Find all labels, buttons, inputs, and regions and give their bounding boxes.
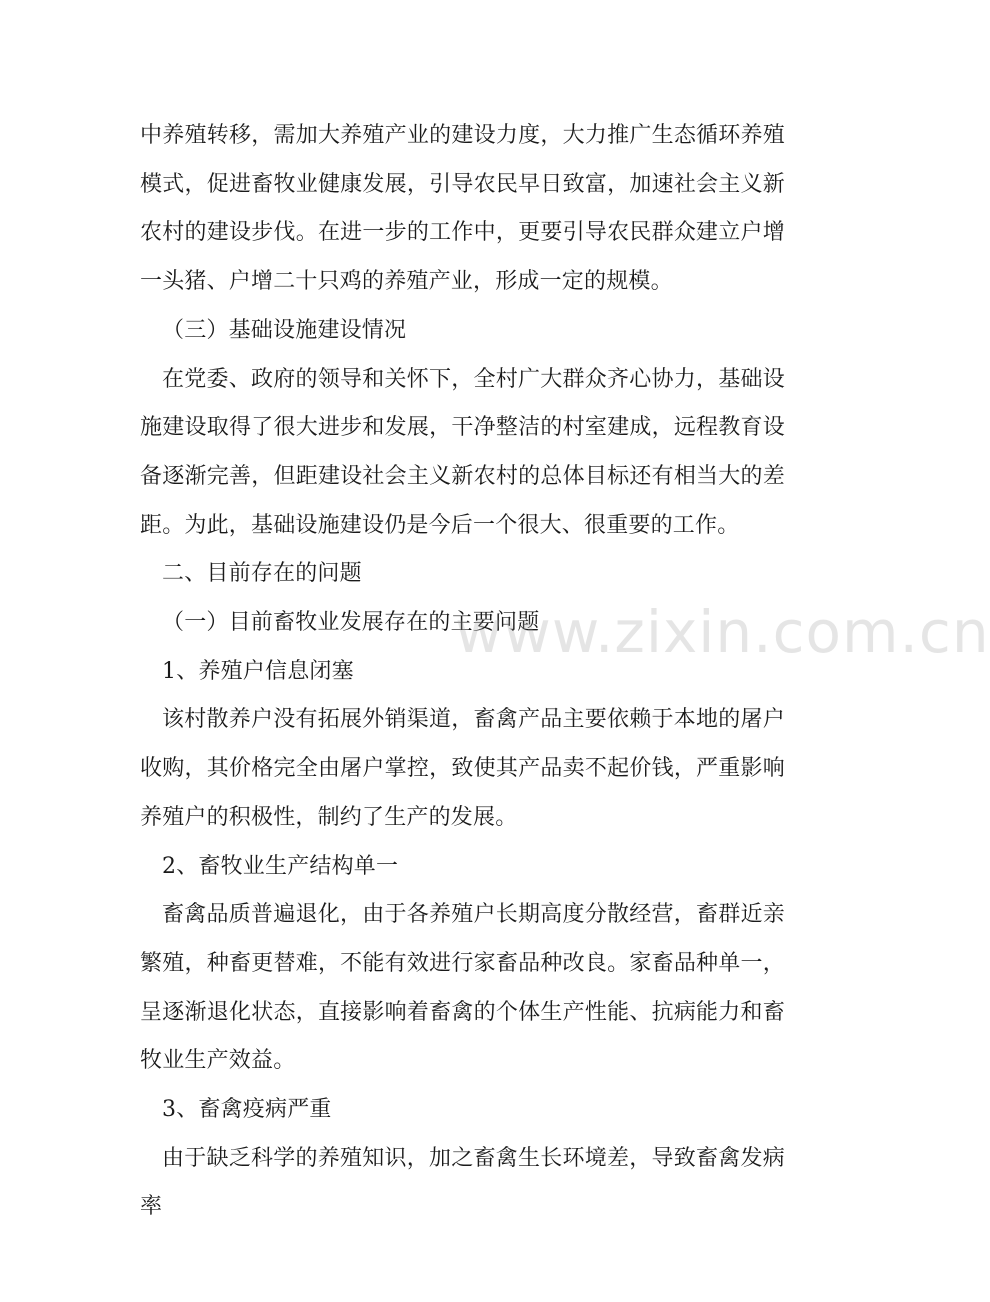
section-heading: 二、目前存在的问题 xyxy=(162,561,362,587)
subsection-heading: （一）目前畜牧业发展存在的主要问题 xyxy=(162,610,540,636)
watermark-text: www.zixin.com.cn xyxy=(455,598,990,666)
body-paragraph: 畜禽品质普遍退化，由于各养殖户长期高度分散经营，畜群近亲繁殖，种畜更替难，不能有效进行家畜品种改良。家畜品种单一，呈逐渐退化状态，直接影响着畜禽的个体生产性能、抗病能力和畜牧业生产效益。 xyxy=(140,902,785,1074)
item-heading: 1、养殖户信息闭塞 xyxy=(162,658,354,684)
section-heading: （三）基础设施建设情况 xyxy=(162,317,407,343)
body-paragraph: 该村散养户没有拓展外销渠道，畜禽产品主要依赖于本地的屠户收购，其价格完全由屠户掌控，致使其产品卖不起价钱，严重影响养殖户的积极性，制约了生产的发展。 xyxy=(140,707,785,830)
document-body xyxy=(140,112,785,1232)
body-paragraph: 由于缺乏科学的养殖知识，加之畜禽生长环境差，导致畜禽发病率 xyxy=(140,1145,785,1220)
item-heading: 2、畜牧业生产结构单一 xyxy=(162,853,399,879)
body-paragraph: 在党委、政府的领导和关怀下，全村广大群众齐心协力，基础设施建设取得了很大进步和发展，干净整洁的村室建成，远程教育设备逐渐完善，但距建设社会主义新农村的总体目标还有相当大的差距。为此，基础设施建设仍是今后一个很大、很重要的工作。 xyxy=(140,366,785,538)
body-paragraph: 中养殖转移，需加大养殖产业的建设力度，大力推广生态循环养殖模式，促进畜牧业健康发展，引导农民早日致富，加速社会主义新农村的建设步伐。在进一步的工作中，更要引导农民群众建立户增一头猪、户增二十只鸡的养殖产业，形成一定的规模。 xyxy=(140,123,785,295)
item-heading: 3、畜禽疫病严重 xyxy=(162,1097,332,1123)
